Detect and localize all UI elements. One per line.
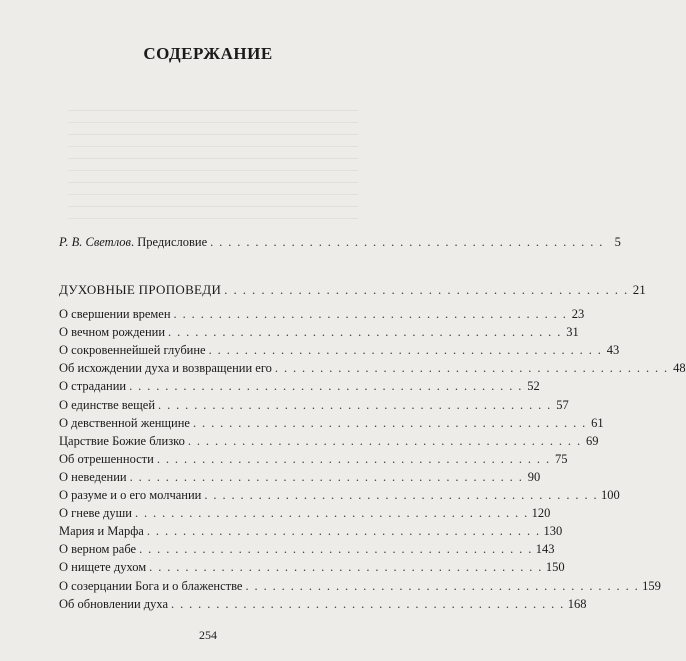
leader-dots: . . . . . . . . . . . . . . . . . . . . . . . . . . . . . . . . . . . . . . . . . . . . [173,307,568,321]
leader-dots: . . . . . . . . . . . . . . . . . . . . . . . . . . . . . . . . . . . . . . . . . . . . [168,325,562,340]
leader-dots: . . . . . . . . . . . . . . . . . . . . . . . . . . . . . . . . . . . . . . . . . . . . [139,542,533,557]
leader-dots: . . . . . . . . . . . . . . . . . . . . . . . . . . . . . . . . . . . . . . . . . . . . [187,433,582,448]
toc-entry-label: О неведении [59,469,127,484]
toc-entry-page: 61 [591,415,604,430]
toc-entry-label: Царствие Божие близко [59,433,185,448]
leader-dots: . . . . . . . . . . . . . . . . . . . . . . . . . . . . . . . . . . . . . . . . . . . . [274,361,669,376]
toc-entry [59,578,661,594]
toc-entry-page: 52 [527,379,540,394]
toc-entry-label: О гневе души [59,506,132,521]
leader-dots: . . . . . . . . . . . . . . . . . . . . . . . . . . . . . . . . . . . . . . . . . . . . [158,397,552,412]
toc-entry [59,596,587,612]
preface-author: Р. В. Светлов [59,235,131,249]
toc-entry-preface [59,234,621,250]
page-number: 254 [199,628,217,642]
toc-entry-label: Об обновлении духа [59,596,169,611]
toc-entry [59,541,555,557]
toc-entry-label: О нищете духом [59,560,147,575]
toc-entry-page: 100 [601,488,620,502]
leader-dots: . . . . . . . . . . . . . . . . . . . . . . . . . . . . . . . . . . . . . . . . . . . . [134,506,529,521]
toc-entry [59,415,604,431]
leader-dots: . . . . . . . . . . . . . . . . . . . . . . . . . . . . . . . . . . . . . . . . . . . . [224,282,629,297]
toc-entry-page: 75 [555,451,568,466]
toc-entry-label: Р. В. Светлов. Предисловие [59,235,208,249]
toc-entry [59,378,540,394]
toc-entry [59,342,620,358]
toc-entry-page: 168 [567,596,587,611]
toc-entry [59,469,541,485]
bleed-through-text [68,110,358,220]
toc-entry-label: О верном рабе [59,542,137,557]
leader-dots: . . . . . . . . . . . . . . . . . . . . . . . . . . . . . . . . . . . . . . . . . . . . [245,578,640,593]
toc-entry [59,397,569,413]
leader-dots: . . . . . . . . . . . . . . . . . . . . . . . . . . . . . . . . . . . . . . . . . . . . [171,596,565,611]
leader-dots: . . . . . . . . . . . . . . . . . . . . . . . . . . . . . . . . . . . . . . . . . . . . [149,560,543,575]
toc-entry-page: 90 [527,469,541,484]
toc-entry-page: 5 [614,235,621,249]
leader-dots: . . . . . . . . . . . . . . . . . . . . . . . . . . . . . . . . . . . . . . . . . . . . [204,488,599,502]
toc-entry-page: 48 [673,361,686,376]
toc-entry [59,324,579,340]
toc-entry-page: 120 [531,506,551,521]
toc-entry-page: 43 [606,343,620,358]
leader-dots: . . . . . . . . . . . . . . . . . . . . . . . . . . . . . . . . . . . . . . . . . . . . [129,379,523,394]
preface-label: Предисловие [137,235,208,249]
toc-entry-label: О единстве вещей [59,397,156,412]
toc-entry-label: Об исхождении духа и возвращении его [59,361,272,376]
toc-entry-label: О страдании [59,379,127,394]
toc-entry-label: О свершении времен [59,307,171,321]
toc-entry-page: 130 [543,524,563,539]
leader-dots: . . . . . . . . . . . . . . . . . . . . . . . . . . . . . . . . . . . . . . . . . . . . [156,451,551,466]
toc-entry [59,505,551,521]
leader-dots: . . . . . . . . . . . . . . . . . . . . . . . . . . . . . . . . . . . . . . . . . . . . [210,235,604,249]
toc-entry [59,451,568,467]
toc-entry [59,306,585,322]
toc-entry-page: 159 [642,578,661,593]
page-title: СОДЕРЖАНИЕ [143,44,273,63]
toc-entry-page: 23 [571,307,585,321]
toc-entry-page: 143 [535,542,555,557]
section-title: ДУХОВНЫЕ ПРОПОВЕДИ [59,282,222,297]
toc-entry-page: 31 [566,325,579,340]
toc-entry-page: 69 [586,433,599,448]
toc-section-heading [59,282,646,298]
leader-dots: . . . . . . . . . . . . . . . . . . . . . . . . . . . . . . . . . . . . . . . . . . . . [129,469,524,484]
toc-entry-label: Мария и Марфа [59,524,144,539]
leader-dots: . . . . . . . . . . . . . . . . . . . . . . . . . . . . . . . . . . . . . . . . . . . . [146,524,541,539]
toc-entry [59,360,686,376]
toc-entry [59,523,563,539]
toc-entry-label: О девственной женщине [59,415,190,430]
toc-entry-label: О вечном рождении [59,325,166,340]
toc-entry-page: 150 [545,560,565,575]
toc-entry-label: О сокровеннейшей глубине [59,343,206,358]
section-page: 21 [632,282,646,297]
toc-entry [59,559,565,575]
toc-entry [59,487,620,503]
toc-entry [59,433,599,449]
toc-entry-label: О созерцании Бога и о блаженстве [59,578,243,593]
toc-entry-label: О разуме и о его молчании [59,488,202,502]
toc-entry-label: Об отрешенности [59,451,154,466]
toc-entry-page: 57 [556,397,569,412]
leader-dots: . . . . . . . . . . . . . . . . . . . . . . . . . . . . . . . . . . . . . . . . . . . . [192,415,587,430]
leader-dots: . . . . . . . . . . . . . . . . . . . . . . . . . . . . . . . . . . . . . . . . . . . . [208,343,603,358]
